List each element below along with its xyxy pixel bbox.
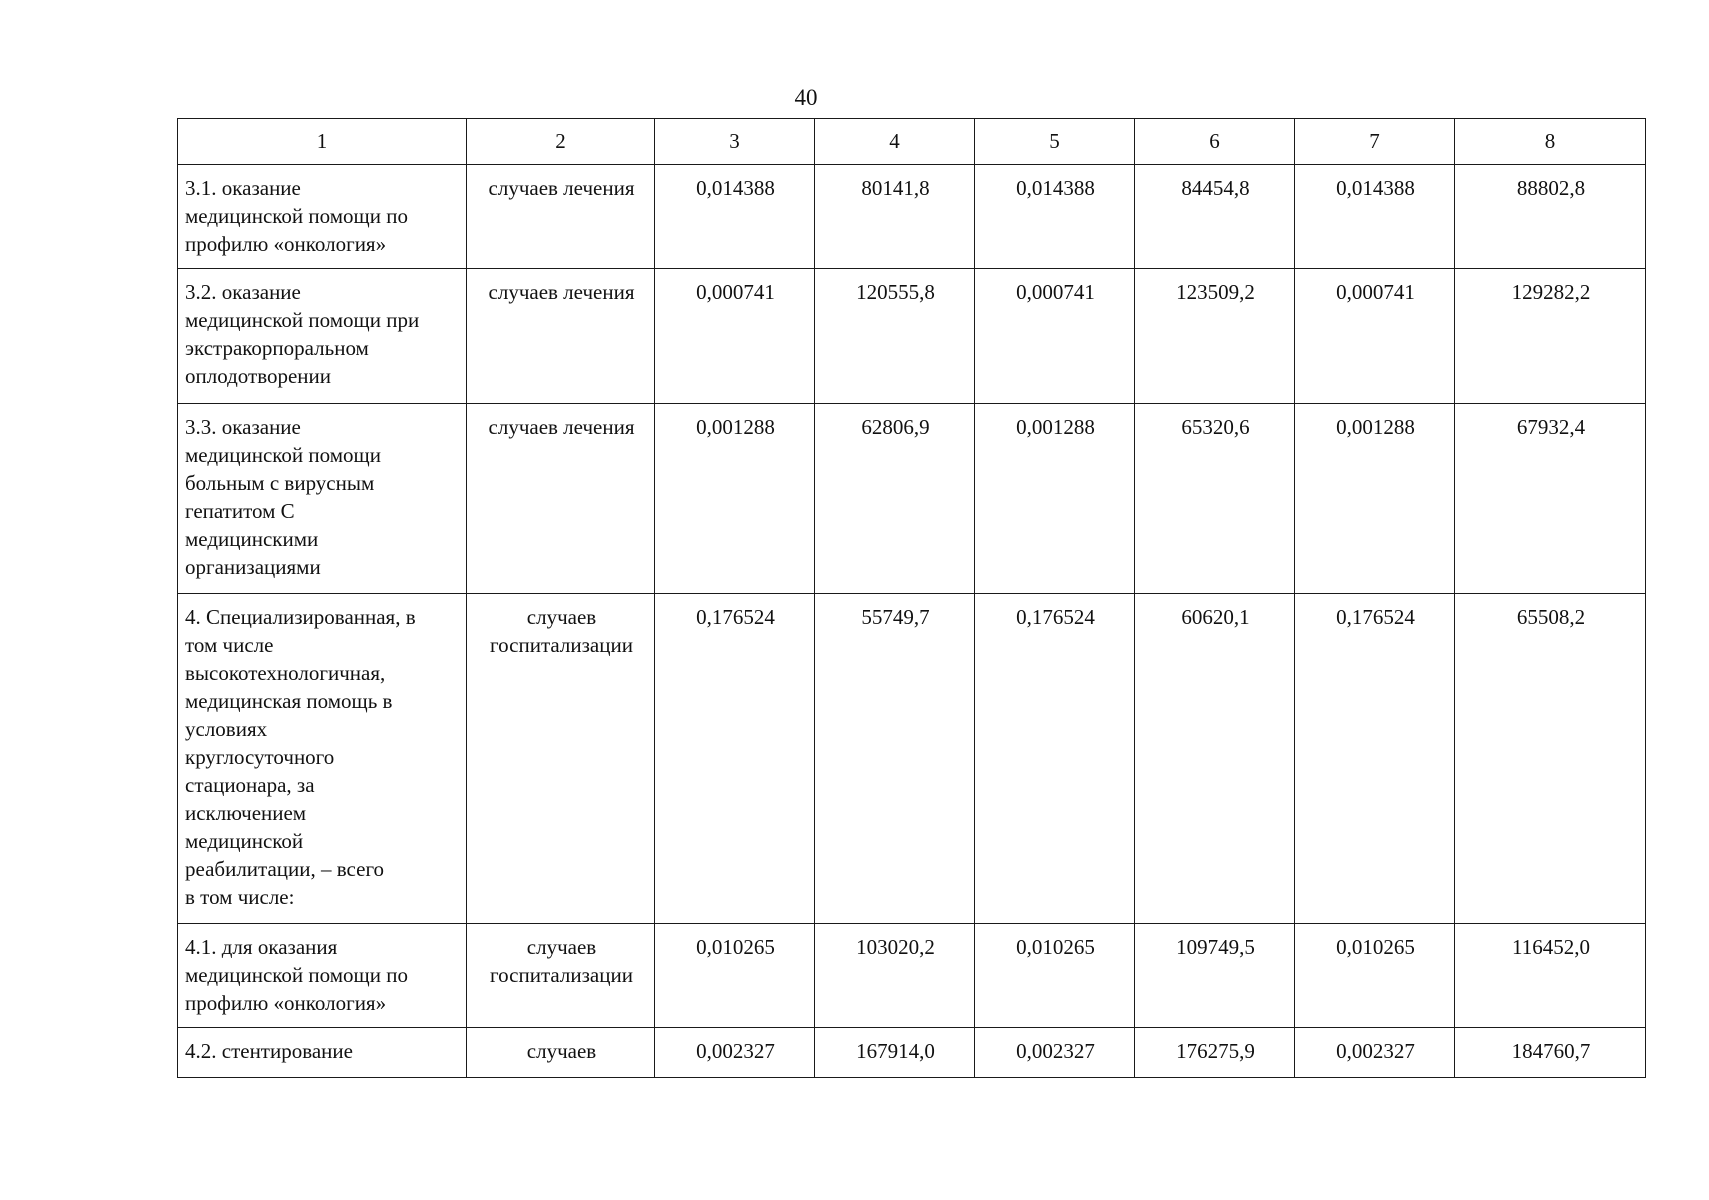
cell-col7: 0,014388 <box>1295 165 1455 269</box>
row-unit: случаев лечения <box>467 269 655 404</box>
cell-col7: 0,010265 <box>1295 924 1455 1028</box>
cell-col6: 123509,2 <box>1135 269 1295 404</box>
cell-col4: 103020,2 <box>815 924 975 1028</box>
table-row <box>178 404 1646 594</box>
cell-col5: 0,002327 <box>975 1028 1135 1078</box>
column-header-6: 6 <box>1135 119 1295 165</box>
cell-col4: 55749,7 <box>815 594 975 924</box>
row-name: 4. Специализированная, в том числе высокотехнологичная, медицинская помощь в условиях круглосуточного стационара, за исключением медицинской реабилитации, – всего в том числе: <box>178 594 467 924</box>
cell-col6: 176275,9 <box>1135 1028 1295 1078</box>
table-row <box>178 165 1646 269</box>
row-unit: случаев лечения <box>467 165 655 269</box>
cell-col5: 0,001288 <box>975 404 1135 594</box>
cell-col7: 0,176524 <box>1295 594 1455 924</box>
header-row <box>178 119 1646 165</box>
cell-col3: 0,000741 <box>655 269 815 404</box>
cell-col4: 80141,8 <box>815 165 975 269</box>
cell-col3: 0,002327 <box>655 1028 815 1078</box>
row-name: 3.3. оказание медицинской помощи больным с вирусным гепатитом С медицинскими организациями <box>178 404 467 594</box>
row-name: 3.1. оказание медицинской помощи по профилю «онкология» <box>178 165 467 269</box>
table-row <box>178 269 1646 404</box>
row-unit: случаев госпитализации <box>467 924 655 1028</box>
cell-col8: 67932,4 <box>1455 404 1646 594</box>
row-name: 3.2. оказание медицинской помощи при экстракорпоральном оплодотворении <box>178 269 467 404</box>
cell-col6: 65320,6 <box>1135 404 1295 594</box>
cell-col4: 167914,0 <box>815 1028 975 1078</box>
cell-col6: 109749,5 <box>1135 924 1295 1028</box>
column-header-8: 8 <box>1455 119 1646 165</box>
cell-col4: 62806,9 <box>815 404 975 594</box>
data-table <box>177 118 1646 1078</box>
cell-col6: 84454,8 <box>1135 165 1295 269</box>
row-unit: случаев госпитализации <box>467 594 655 924</box>
cell-col7: 0,000741 <box>1295 269 1455 404</box>
row-name: 4.1. для оказания медицинской помощи по профилю «онкология» <box>178 924 467 1028</box>
cell-col6: 60620,1 <box>1135 594 1295 924</box>
column-header-2: 2 <box>467 119 655 165</box>
table-row <box>178 1028 1646 1078</box>
column-header-1: 1 <box>178 119 467 165</box>
cell-col8: 88802,8 <box>1455 165 1646 269</box>
row-name: 4.2. стентирование <box>178 1028 467 1078</box>
cell-col5: 0,000741 <box>975 269 1135 404</box>
cell-col3: 0,176524 <box>655 594 815 924</box>
cell-col7: 0,001288 <box>1295 404 1455 594</box>
table-row <box>178 924 1646 1028</box>
cell-col8: 65508,2 <box>1455 594 1646 924</box>
cell-col4: 120555,8 <box>815 269 975 404</box>
cell-col8: 184760,7 <box>1455 1028 1646 1078</box>
cell-col8: 129282,2 <box>1455 269 1646 404</box>
cell-col3: 0,001288 <box>655 404 815 594</box>
cell-col3: 0,010265 <box>655 924 815 1028</box>
row-unit: случаев <box>467 1028 655 1078</box>
column-header-4: 4 <box>815 119 975 165</box>
table-row <box>178 594 1646 924</box>
cell-col8: 116452,0 <box>1455 924 1646 1028</box>
column-header-3: 3 <box>655 119 815 165</box>
column-header-7: 7 <box>1295 119 1455 165</box>
row-unit: случаев лечения <box>467 404 655 594</box>
page-number: 40 <box>794 85 818 110</box>
column-header-5: 5 <box>975 119 1135 165</box>
cell-col3: 0,014388 <box>655 165 815 269</box>
cell-col5: 0,010265 <box>975 924 1135 1028</box>
cell-col5: 0,176524 <box>975 594 1135 924</box>
cell-col7: 0,002327 <box>1295 1028 1455 1078</box>
cell-col5: 0,014388 <box>975 165 1135 269</box>
